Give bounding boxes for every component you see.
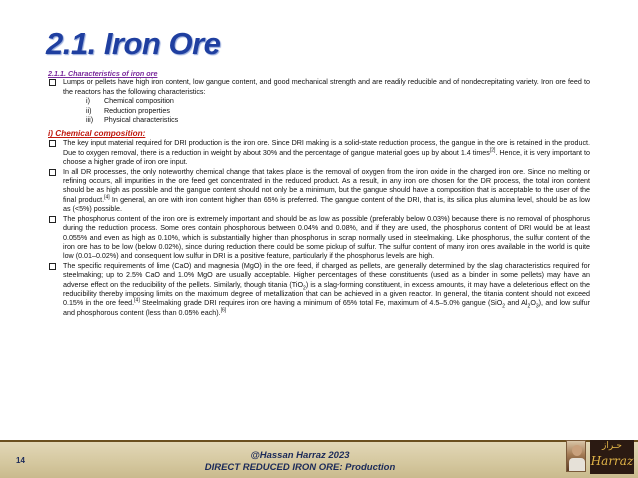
reference: [4] [134,297,140,304]
page-number: 14 [16,456,25,465]
harraz-logo [590,440,634,474]
reference: [4] [104,194,110,201]
list-item: iii) Physical characteristics [86,116,179,125]
logo-latin-text: Harraz [590,454,634,468]
page-title: 2.1. Iron Ore [46,26,221,61]
characteristics-list [48,97,590,125]
checkbox-bullet-icon [49,263,56,270]
logo-arabic-text: حـراز [601,441,622,451]
footer-author: @Hassan Harraz 2023 [250,450,350,461]
content-body [48,69,590,318]
checkbox-bullet-icon [49,169,56,176]
checkbox-bullet-icon [49,79,56,86]
paragraph-dr-processes: In all DR processes, the only noteworthy chemical change that takes place is the removal of oxygen from the iron oxide in the charged iron ore. Since no melting or refining occurs, all impurities in the ore feed get concentrated in the reduced product. As a result, in any iron ore chosen for the DR process, the total iron content should be as high as possible and the gangue content should not only be a minimum, but the gangue should have a composition that is acceptable to the user of the final product.[4] In general, an ore with iron content higher than 65% is preferred. The gangue content of the DRI, that is, its silica plus alumina level, should be as low as (<5%) possible. [48,168,590,215]
paragraph-lime-magnesia: The specific requirements of lime (CaO) and magnesia (MgO) in the ore feed, if charged as pellets, are generally determined by the slag characteristics required for steelmaking; up to 2.5% CaO and 1.0% MgO are usually acceptable. Higher percentages of these constituents (used as a binder in some pellets) may have an adverse effect on the reducibility of the pellets. Similarly, though titania (TiO$_2$) is a slag-forming constituent, in excess amounts, it may have a deleterious effect on the reducibility thereby imposing limits on the maximum degree of metallization that can be achieved in a given reactor. In general, the titania content should not exceed 0.15% in the ore feed.[4] Steelmaking grade DRI requires iron ore having a minimum of 65% total Fe, maximum of 4.5–5.0% gangue (SiO$_2$ and $Al_2O_3$), and low sulfur and phosphorous content (less than 0.05% each).[6] [48,262,590,318]
checkbox-bullet-icon [49,216,56,223]
chemical-composition-heading: i) Chemical composition: [48,129,146,139]
checkbox-bullet-icon [49,140,56,147]
reference: [6] [220,307,227,314]
subsection-heading: 2.1.1. Characteristics of iron ore [48,69,158,78]
author-photo [566,440,586,472]
paragraph-phosphorus: The phosphorus content of the iron ore is extremely important and should be as low as possible (preferably below 0.03%) because there is no removal of phosphorus during the reduction process. Some ores contain phosphorous between 0.04% and 0.08%, and if they are used, the phosphorus content of DRI would be at least 0.055% and even as high as 0.10%, which is substantially higher than phosphorus in scrap normally used in steelmaking. Like phosphorus, the sulfur content of the iron ore has to be low (below 0.02%), since during reduction there could be some pickup of sulfur. The sulfur content of many iron ores available in the world is quite low (0.01–0.02%) and consequent low sulfur in DRI is a positive feature, particularly if the phosphorus levels are high. [48,215,590,262]
paragraph-dri-input: The key input material required for DRI production is the iron ore. Since DRI making is a solid-state reduction process, the gangue in the ore is retained in the product. Due to oxygen removal, there is a reduction in weight by about 30% and the percentage of gangue material goes up by about 1.4 times[2]. Hence, it is very important to choose a higher grade of iron ore input. [48,139,590,167]
footer-subtitle: DIRECT REDUCED IRON ORE: Production [204,462,396,473]
reference: [2] [489,147,496,154]
bullet-intro [48,78,590,97]
list-item: i) Chemical composition [86,97,174,106]
list-item: ii) Reduction properties [86,106,170,115]
intro-text: Lumps or pellets have high iron content, low gangue content, and good mechanical strength and are readily reducible and of nondecrepitating variety. Iron ore feed to the reactors has the following characteristics: [63,78,590,96]
